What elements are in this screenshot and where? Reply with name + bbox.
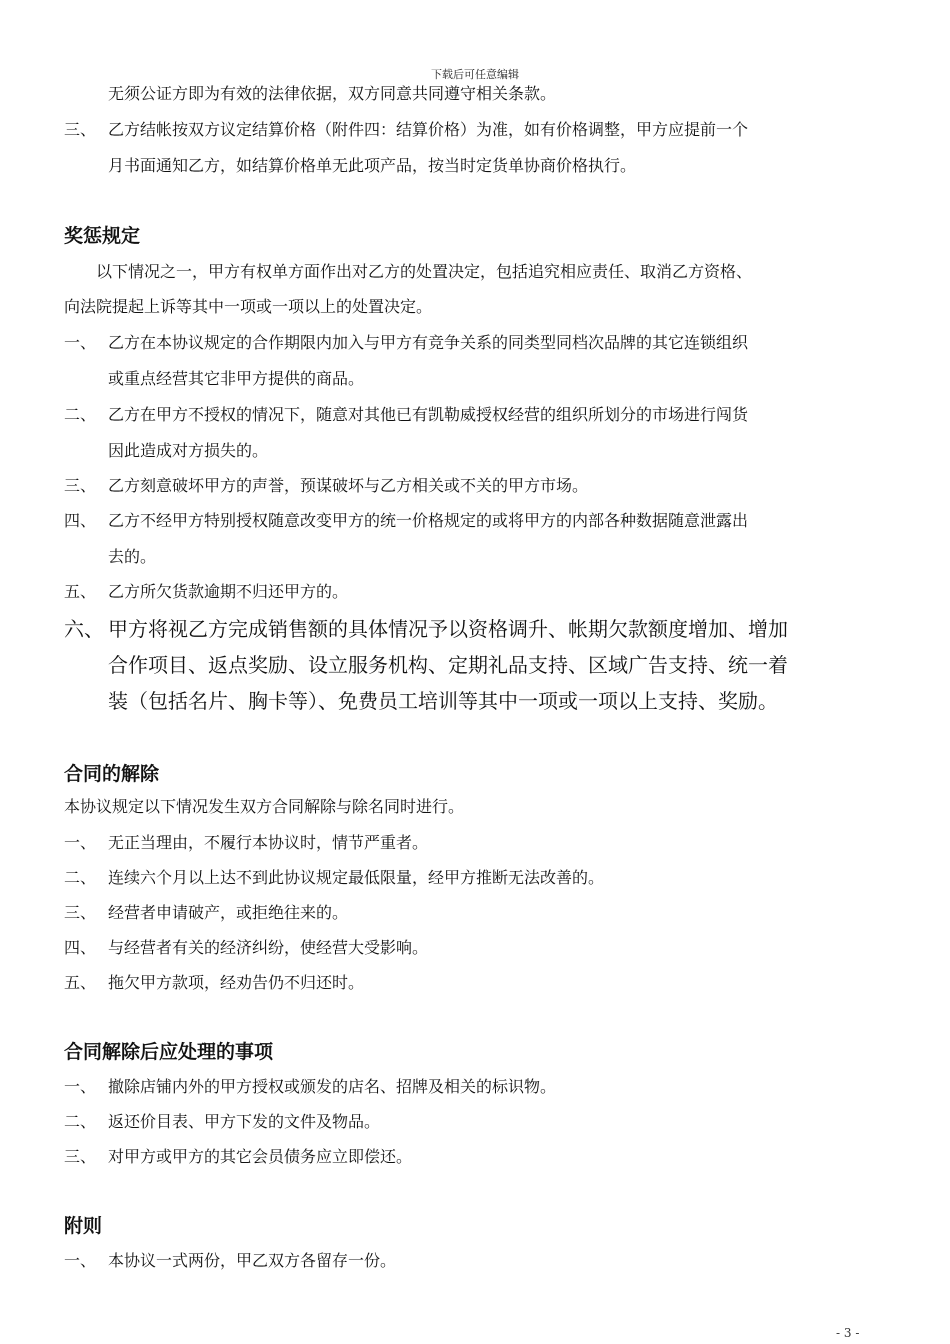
item-text-cont: 月书面通知乙方，如结算价格单无此项产品，按当时定货单协商价格执行。 [108, 156, 637, 175]
item-text: 与经营者有关的经济纠纷，使经营大受影响。 [108, 938, 429, 957]
section-intro: 以下情况之一，甲方有权单方面作出对乙方的处置决定，包括追究相应责任、取消乙方资格、 [96, 262, 753, 281]
item-text-cont: 去的。 [108, 547, 157, 566]
item-text: 无正当理由，不履行本协议时，情节严重者。 [108, 833, 429, 852]
item-number: 三、 [64, 120, 97, 139]
item-text: 乙方刻意破坏甲方的声誉，预谋破坏与乙方相关或不关的甲方市场。 [108, 476, 589, 495]
item-number: 二、 [64, 1112, 97, 1131]
item-text: 撤除店铺内外的甲方授权或颁发的店名、招牌及相关的标识物。 [108, 1077, 557, 1096]
item-text: 乙方结帐按双方议定结算价格（附件四：结算价格）为准，如有价格调整，甲方应提前一个 [108, 120, 749, 139]
section-heading-appendix: 附则 [64, 1215, 103, 1237]
header-note: 下载后可任意编辑 [431, 68, 519, 81]
item-text: 本协议一式两份，甲乙双方各留存一份。 [108, 1251, 397, 1270]
item-number: 一、 [64, 333, 97, 352]
item-text-cont: 装（包括名片、胸卡等）、免费员工培训等其中一项或一项以上支持、奖励。 [108, 689, 778, 713]
item-number: 五、 [64, 973, 97, 992]
item-text-cont: 合作项目、返点奖励、设立服务机构、定期礼品支持、区域广告支持、统一着 [108, 653, 788, 677]
item-number: 一、 [64, 1077, 97, 1096]
section-intro-cont: 向法院提起上诉等其中一项或一项以上的处置决定。 [64, 297, 433, 316]
continued-line: 无须公证方即为有效的法律依据，双方同意共同遵守相关条款。 [108, 84, 557, 103]
item-number: 三、 [64, 903, 97, 922]
item-number: 四、 [64, 511, 97, 530]
page-number: - 3 - [836, 1326, 860, 1340]
section-heading-termination: 合同的解除 [64, 763, 160, 785]
section-heading-after-termination: 合同解除后应处理的事项 [64, 1041, 274, 1063]
item-text: 乙方在甲方不授权的情况下，随意对其他已有凯勒威授权经营的组织所划分的市场进行闯货 [108, 405, 749, 424]
item-text: 对甲方或甲方的其它会员债务应立即偿还。 [108, 1147, 413, 1166]
section-heading-rewards: 奖惩规定 [64, 225, 141, 247]
item-text: 甲方将视乙方完成销售额的具体情况予以资格调升、帐期欠款额度增加、增加 [108, 617, 788, 641]
section-intro: 本协议规定以下情况发生双方合同解除与除名同时进行。 [64, 797, 465, 816]
item-number: 二、 [64, 868, 97, 887]
item-text: 经营者申请破产，或拒绝往来的。 [108, 903, 349, 922]
item-number: 一、 [64, 833, 97, 852]
item-text-cont: 或重点经营其它非甲方提供的商品。 [108, 369, 365, 388]
item-number: 三、 [64, 476, 97, 495]
item-number: 四、 [64, 938, 97, 957]
item-text: 乙方在本协议规定的合作期限内加入与甲方有竞争关系的同类型同档次品牌的其它连锁组织 [108, 333, 749, 352]
item-number: 一、 [64, 1251, 97, 1270]
item-number: 五、 [64, 582, 97, 601]
item-number: 六、 [64, 617, 104, 641]
item-text: 乙方不经甲方特别授权随意改变甲方的统一价格规定的或将甲方的内部各种数据随意泄露出 [108, 511, 749, 530]
item-text: 乙方所欠货款逾期不归还甲方的。 [108, 582, 349, 601]
item-text: 拖欠甲方款项，经劝告仍不归还时。 [108, 973, 365, 992]
item-text: 返还价目表、甲方下发的文件及物品。 [108, 1112, 381, 1131]
item-text-cont: 因此造成对方损失的。 [108, 441, 269, 460]
item-number: 三、 [64, 1147, 97, 1166]
item-number: 二、 [64, 405, 97, 424]
item-text: 连续六个月以上达不到此协议规定最低限量，经甲方推断无法改善的。 [108, 868, 605, 887]
